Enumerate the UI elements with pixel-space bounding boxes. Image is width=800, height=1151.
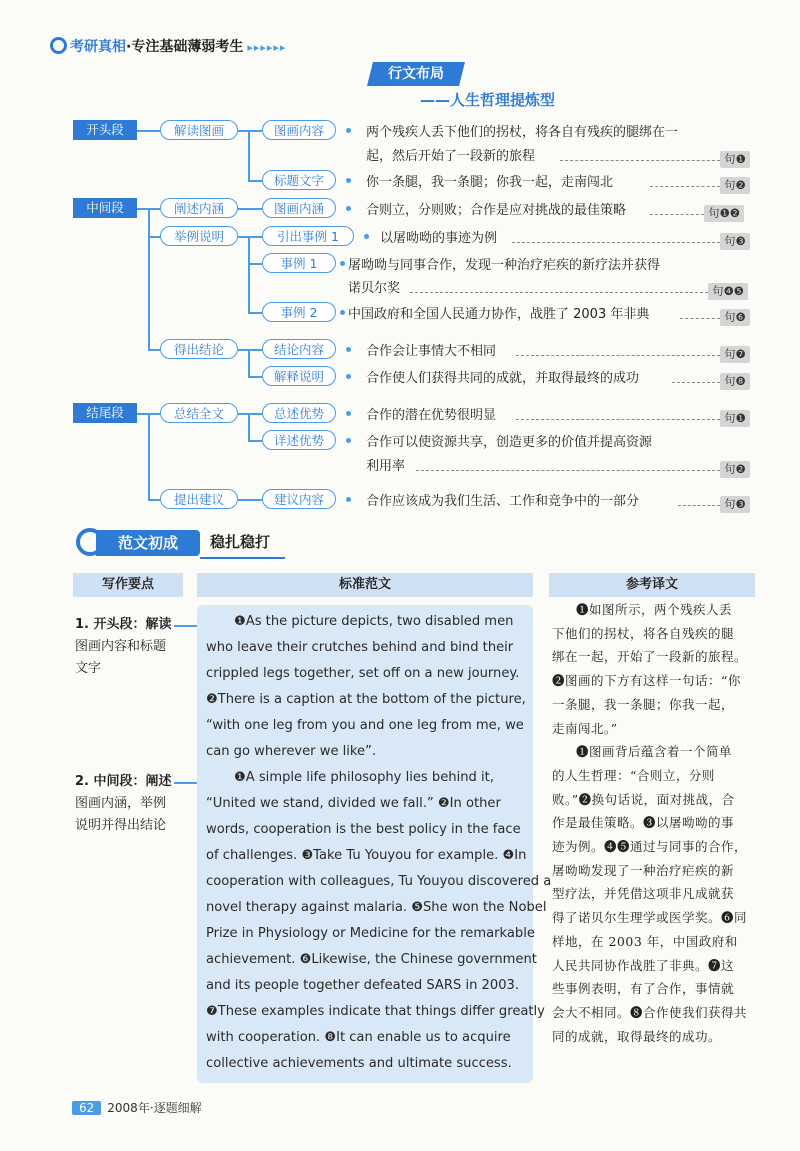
node-text: 合作可以使资源共享，创造更多的价值并提高资源 — [366, 435, 653, 450]
node-text: 中国政府和全国人民通力协作，战胜了 2003 年非典 — [348, 307, 650, 322]
node-text: 以屠呦呦的事迹为例 — [380, 231, 498, 246]
connector — [148, 236, 160, 238]
connector — [248, 312, 262, 314]
bullet — [346, 178, 351, 183]
connector — [148, 413, 150, 500]
bullet — [340, 310, 345, 315]
node-text: 你一条腿，我一条腿；你我一起，走南闯北 — [366, 175, 614, 190]
leader — [410, 292, 708, 293]
connector — [238, 413, 262, 415]
node-l3: 事例 2 — [262, 302, 336, 322]
sample-title: 范文初成 — [96, 530, 200, 556]
arrows-icon: ▸▸▸▸▸▸ — [247, 41, 287, 54]
node-text: 合作使人们获得共同的成就，并取得最终的成功 — [366, 371, 640, 386]
leader — [650, 214, 704, 215]
node-text: 合作应该成为我们生活、工作和竞争中的一部分 — [366, 494, 640, 509]
connector — [148, 499, 160, 501]
sentence-tag: 句❶ — [720, 151, 750, 168]
node-l3: 引出事例 1 — [262, 226, 354, 246]
sentence-tag: 句❽ — [720, 373, 750, 390]
node-l2: 举例说明 — [160, 226, 238, 246]
leader — [650, 186, 720, 187]
node-l2: 解读图画 — [160, 120, 238, 140]
sentence-tag: 句❷ — [720, 461, 750, 478]
bullet — [346, 347, 351, 352]
node-l3: 图画内涵 — [262, 198, 336, 218]
leader — [672, 382, 720, 383]
connector — [137, 130, 160, 132]
node-text: 合则立，分则败；合作是应对挑战的最佳策略 — [366, 203, 627, 218]
node-l3: 事例 1 — [262, 253, 336, 273]
node-l3: 结论内容 — [262, 339, 336, 359]
connector — [148, 349, 160, 351]
bullet — [346, 206, 351, 211]
connector — [248, 236, 250, 313]
node-text: 合作会让事情大不相同 — [366, 344, 497, 359]
leader — [516, 419, 720, 420]
col-essay: 标准范文 — [197, 573, 533, 597]
connector — [238, 499, 262, 501]
leader — [680, 318, 720, 319]
bullet — [346, 374, 351, 379]
underline — [200, 557, 285, 559]
node-text: 屠呦呦与同事合作，发现一种治疗疟疾的新疗法并获得 — [348, 258, 661, 273]
connector — [248, 349, 250, 377]
connector — [248, 180, 262, 182]
search-q-icon — [50, 37, 67, 54]
connector — [238, 130, 262, 132]
connector — [238, 349, 262, 351]
node-l3: 建议内容 — [262, 489, 336, 509]
col-translation: 参考译文 — [549, 573, 755, 597]
brand: 考研真相 — [70, 39, 126, 55]
search-q-icon — [76, 528, 104, 556]
node-text: 合作的潜在优势很明显 — [366, 408, 497, 423]
bullet — [346, 128, 351, 133]
bullet — [346, 497, 351, 502]
sentence-tag: 句❶ — [720, 410, 750, 427]
connector — [238, 208, 262, 210]
page-footer — [72, 1099, 202, 1116]
node-l2: 阐述内涵 — [160, 198, 238, 218]
connector — [248, 130, 250, 181]
section-subtitle: ——人生哲理提炼型 — [420, 91, 556, 109]
node-l3: 标题文字 — [262, 170, 336, 190]
node-text: 利用率 — [366, 459, 406, 474]
root-middle: 中间段 — [73, 198, 137, 218]
connector — [248, 440, 262, 442]
connector — [248, 413, 250, 441]
point-1: 1. 开头段：解读 图画内容和标题 文字 — [75, 617, 172, 676]
leader — [560, 160, 720, 161]
leader — [516, 355, 720, 356]
sentence-tag: 句❹❺ — [708, 283, 748, 300]
connector — [148, 208, 150, 350]
connector — [248, 376, 262, 378]
bullet — [346, 411, 351, 416]
node-text: 两个残疾人丢下他们的拐杖，将各自有残疾的腿绑在一 — [366, 125, 679, 140]
leader — [678, 505, 720, 506]
node-l2: 得出结论 — [160, 339, 238, 359]
leader — [512, 242, 720, 243]
section-title: 行文布局 — [367, 62, 465, 86]
translation-text: ❶如图所示，两个残疾人丢 下他们的拐杖，将各自残疾的腿 绑在一起，开始了一段新的旅程。 ❷图画的下方有这样一句话：“你 一条腿，我一条腿；你我一起， 走南闯北。” ❶图画背后蕴含着一个简单 的人生哲理：“合则立，分则 败。”❷换句话说，面对挑战，合 作是最佳策略。❸以屠呦呦的事 迹为例。❹❺通过与同事的合作， 屠呦呦发现了一种治疗疟疾的新 型疗法，并凭借这项非凡成就获 得了诺贝尔生理学或医学奖。❻同 样地，在 2003 年，中国政府和 人民共同协作战胜了非典。❼这 些事例表明，有了合作，事情就 会大不相同。❽合作使我们获得共 同的成就，取得最终的成功。 — [552, 602, 748, 1044]
connector — [238, 236, 262, 238]
footer-text: 2008年·逐题细解 — [107, 1101, 202, 1115]
node-text: 起，然后开始了一段新的旅程 — [366, 149, 536, 164]
bullet — [364, 234, 369, 239]
node-text: 诺贝尔奖 — [348, 281, 401, 296]
slogan: ·专注基础薄弱考生 — [126, 39, 244, 55]
point-2: 2. 中间段：阐述 图画内涵，举例 说明并得出结论 — [75, 774, 172, 833]
sentence-tag: 句❷ — [720, 177, 750, 194]
sentence-tag: 句❶❷ — [704, 205, 744, 222]
root-opening: 开头段 — [73, 120, 137, 140]
node-l3: 图画内容 — [262, 120, 336, 140]
bullet — [346, 438, 351, 443]
node-l3: 总述优势 — [262, 403, 336, 423]
root-ending: 结尾段 — [73, 403, 137, 423]
sentence-tag: 句❻ — [720, 309, 750, 326]
leader — [416, 470, 720, 471]
node-l3: 详述优势 — [262, 430, 336, 450]
sample-subtitle: 稳扎稳打 — [210, 533, 271, 551]
sentence-tag: 句❸ — [720, 496, 750, 513]
connector — [248, 263, 262, 265]
sentence-tag: 句❼ — [720, 346, 750, 363]
node-l2: 提出建议 — [160, 489, 238, 509]
page-number: 62 — [72, 1101, 101, 1115]
essay-text: ❶As the picture depicts, two disabled men who leave their crutches behind and bind their crippled legs together, set off on a new journey. ❷There is a caption at the bottom of the picture, “with one leg from you and one leg from me, we can go wherever we like”. ❶A simple life philosophy lies behind it, “United we stand, divided we fall.” ❷In other words, cooperation is the best policy in the face of challenges. ❸Take Tu Youyou for example. ❹In cooperation with colleagues, Tu Youyou discovered a novel therapy against malaria. ❺She won the Nobel Prize in Physiology or Medicine for the remarkable achievement. ❻Likewise, the Chinese government and its people together defeated SARS in 2003. ❼These examples indicate that things differ greatly with cooperation. ❽It can enable us to acquire collective achievements and ultimate success. — [206, 614, 552, 1071]
node-l2: 总结全文 — [160, 403, 238, 423]
page-header — [50, 36, 286, 56]
bullet — [340, 261, 345, 266]
node-l3: 解释说明 — [262, 366, 336, 386]
sentence-tag: 句❸ — [720, 233, 750, 250]
col-points: 写作要点 — [73, 573, 183, 597]
